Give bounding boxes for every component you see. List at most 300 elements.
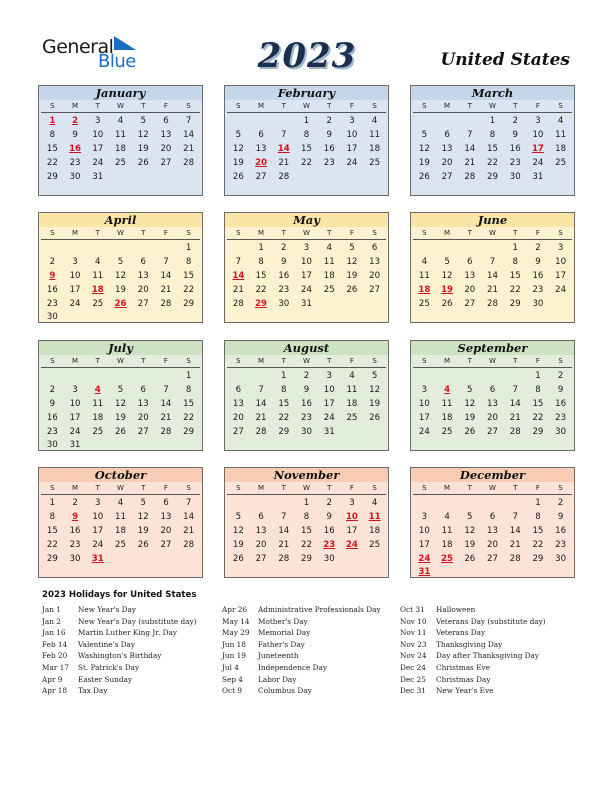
day-cell: 24: [532, 157, 544, 168]
day-cell: 26: [232, 553, 244, 564]
day-cell: 4: [557, 116, 564, 126]
day-cell: 30: [555, 553, 567, 564]
day-cell: 7: [467, 129, 473, 140]
day-cell: 12: [137, 129, 149, 140]
day-cell: 27: [369, 284, 381, 295]
day-cell: 14: [509, 398, 521, 409]
holiday-item: [42, 650, 197, 662]
holiday-item-date: Nov 10: [400, 616, 427, 626]
holiday-item: [400, 650, 546, 662]
day-cell: 15: [532, 525, 544, 536]
holiday-item-name: Christmas Day: [436, 674, 491, 684]
month-title: June: [411, 213, 574, 227]
day-cell: 8: [303, 129, 310, 140]
day-cell: 17: [418, 412, 430, 423]
day-cell: 21: [278, 539, 290, 550]
weekday-label: M: [72, 484, 79, 492]
day-cell: 24: [69, 426, 81, 437]
holiday-item: [222, 662, 381, 674]
holiday-date: 23: [323, 539, 336, 550]
day-cell: 30: [69, 171, 81, 182]
weekday-label: S: [372, 484, 377, 492]
empty-cell: [481, 370, 504, 384]
weekday-label: W: [117, 229, 124, 237]
day-cell: 6: [467, 256, 473, 267]
day-cell: 7: [281, 129, 287, 140]
empty-cell: [64, 370, 87, 384]
weekday-label: W: [117, 484, 124, 492]
day-cell: 30: [555, 426, 567, 437]
day-cell: 24: [323, 412, 335, 423]
day-cell: 17: [346, 525, 358, 536]
holiday-item-name: Halloween: [436, 605, 476, 614]
day-cell: 13: [369, 256, 381, 267]
empty-cell: [504, 370, 527, 384]
day-cell: 13: [232, 398, 244, 409]
day-cell: 4: [349, 371, 355, 381]
day-cell: 12: [137, 511, 149, 522]
day-cell: 28: [232, 298, 244, 309]
day-cell: 11: [441, 398, 453, 409]
day-cell: 5: [117, 256, 124, 267]
day-cell: 11: [323, 256, 335, 267]
weekday-label: T: [141, 484, 146, 492]
holiday-date: 1: [49, 116, 56, 126]
weekday-header: [41, 355, 200, 368]
holiday-item: [222, 627, 381, 639]
day-cell: 8: [258, 256, 264, 267]
weekday-header: [41, 482, 200, 495]
day-cell: 21: [509, 412, 521, 423]
day-cell: 27: [160, 539, 172, 550]
day-cell: 18: [346, 398, 358, 409]
empty-cell: [250, 370, 273, 384]
day-cell: 7: [163, 384, 169, 395]
day-cell: 13: [137, 270, 149, 281]
weekday-label: T: [513, 357, 518, 365]
month-title: April: [39, 213, 202, 227]
day-cell: 5: [140, 498, 146, 508]
day-cell: 6: [140, 256, 146, 267]
holiday-item-name: Easter Sunday: [78, 674, 133, 684]
day-cell: 6: [140, 384, 146, 395]
day-cell: 27: [441, 171, 453, 182]
empty-cell: [109, 370, 132, 384]
day-cell: 17: [69, 284, 81, 295]
month-title: December: [411, 468, 574, 482]
weekday-label: S: [558, 484, 563, 492]
day-cell: 12: [346, 256, 358, 267]
holiday-item: [400, 639, 546, 651]
holiday-item: [42, 674, 197, 686]
day-cell: 25: [369, 539, 381, 550]
day-cell: 4: [117, 116, 124, 126]
holiday-date: 14: [232, 270, 245, 281]
day-cell: 3: [72, 384, 78, 395]
weekday-header: [227, 482, 386, 495]
weekday-label: F: [163, 102, 168, 110]
day-cell: 7: [258, 384, 264, 395]
day-cell: 4: [117, 498, 124, 508]
month-january: [38, 85, 203, 196]
holiday-item-name: Administrative Professionals Day: [258, 605, 381, 614]
day-cell: 27: [255, 171, 267, 182]
day-cell: 10: [418, 525, 430, 536]
logo-word-blue: Blue: [98, 51, 136, 72]
day-cell: 18: [555, 143, 567, 154]
weekday-header: [413, 100, 572, 113]
holiday-date: 9: [72, 511, 79, 522]
day-cell: 2: [512, 116, 518, 126]
day-cell: 18: [369, 525, 381, 536]
weekday-label: S: [372, 102, 377, 110]
day-cell: 28: [487, 298, 498, 309]
day-cell: 11: [555, 129, 567, 140]
weekday-label: W: [117, 357, 124, 365]
weekday-label: W: [489, 229, 496, 237]
day-cell: 13: [137, 398, 149, 409]
holiday-item: [42, 662, 197, 674]
day-cell: 20: [255, 539, 267, 550]
day-cell: 18: [92, 412, 104, 423]
day-cell: 22: [532, 412, 544, 423]
day-cell: 6: [444, 129, 450, 140]
empty-cell: [481, 497, 504, 511]
day-cell: 30: [69, 553, 81, 564]
days-grid: [41, 242, 200, 325]
day-cell: 16: [555, 398, 567, 409]
calendar-year-title: 2023: [257, 36, 357, 76]
day-cell: 23: [301, 412, 312, 423]
day-cell: 28: [183, 157, 195, 168]
weekday-label: S: [422, 484, 427, 492]
day-cell: 21: [160, 412, 172, 423]
month-title: March: [411, 86, 574, 100]
holiday-date: 18: [91, 284, 104, 295]
empty-cell: [227, 115, 250, 129]
holiday-item-date: Nov 11: [400, 628, 427, 638]
weekday-label: W: [303, 102, 310, 110]
empty-cell: [86, 370, 109, 384]
day-cell: 28: [509, 553, 521, 564]
day-cell: 22: [255, 284, 267, 295]
day-cell: 27: [232, 426, 244, 437]
day-cell: 6: [371, 243, 378, 253]
day-cell: 18: [115, 525, 126, 536]
holiday-item-name: Labor Day: [258, 674, 297, 684]
holiday-item: [42, 639, 197, 651]
day-cell: 26: [441, 298, 453, 309]
holiday-item-date: Nov 23: [400, 639, 427, 649]
empty-cell: [458, 370, 481, 384]
empty-cell: [504, 497, 527, 511]
weekday-label: T: [467, 229, 472, 237]
day-cell: 21: [278, 157, 290, 168]
weekday-label: S: [50, 102, 55, 110]
day-cell: 11: [115, 511, 126, 522]
day-cell: 27: [255, 553, 267, 564]
holiday-date: 29: [255, 298, 268, 309]
day-cell: 2: [557, 371, 564, 381]
day-cell: 25: [441, 426, 453, 437]
empty-cell: [413, 115, 436, 129]
empty-cell: [436, 370, 459, 384]
holiday-date: 10: [345, 511, 358, 522]
day-cell: 11: [92, 270, 104, 281]
holiday-item-name: Veterans Day (substitute day): [436, 616, 546, 626]
holiday-date: 9: [49, 270, 56, 281]
day-cell: 20: [160, 143, 172, 154]
day-cell: 9: [326, 511, 332, 522]
day-cell: 21: [255, 412, 267, 423]
day-cell: 24: [301, 284, 312, 295]
month-title: May: [225, 213, 388, 227]
day-cell: 26: [418, 171, 430, 182]
day-cell: 13: [441, 143, 453, 154]
weekday-label: T: [141, 357, 146, 365]
day-cell: 21: [509, 539, 521, 550]
day-cell: 4: [421, 256, 428, 267]
weekday-label: M: [258, 357, 265, 365]
days-grid: [41, 370, 200, 453]
day-cell: 19: [418, 157, 430, 168]
weekday-label: F: [349, 229, 354, 237]
holiday-item-date: Jan 16: [42, 628, 66, 638]
day-cell: 3: [421, 511, 428, 522]
day-cell: 5: [371, 371, 378, 381]
day-cell: 29: [532, 553, 544, 564]
weekday-label: T: [327, 357, 332, 365]
day-cell: 5: [140, 116, 146, 126]
day-cell: 23: [46, 298, 58, 309]
day-cell: 11: [369, 129, 381, 140]
weekday-label: T: [467, 484, 472, 492]
empty-cell: [109, 242, 132, 256]
day-cell: 2: [281, 243, 287, 253]
day-cell: 8: [535, 511, 541, 522]
holiday-item: [400, 662, 546, 674]
day-cell: 9: [72, 129, 78, 140]
day-cell: 9: [326, 129, 332, 140]
holiday-item-date: May 29: [222, 628, 250, 638]
day-cell: 20: [232, 412, 244, 423]
weekday-label: T: [327, 229, 332, 237]
holiday-item: [42, 616, 197, 628]
day-cell: 16: [46, 284, 58, 295]
day-cell: 9: [512, 129, 518, 140]
day-cell: 8: [49, 129, 56, 140]
holiday-item: [400, 674, 546, 686]
day-cell: 20: [369, 270, 381, 281]
day-cell: 17: [418, 539, 430, 550]
day-cell: 10: [69, 270, 81, 281]
day-cell: 22: [301, 157, 312, 168]
month-july: [38, 340, 203, 451]
day-cell: 25: [418, 298, 430, 309]
day-cell: 22: [278, 412, 290, 423]
day-cell: 30: [323, 553, 335, 564]
days-grid: [413, 370, 572, 439]
holiday-date: 4: [94, 384, 101, 395]
day-cell: 6: [258, 511, 264, 522]
day-cell: 30: [278, 298, 290, 309]
holiday-item-name: Thanksgiving Day: [436, 639, 503, 649]
day-cell: 15: [509, 270, 521, 281]
weekday-label: W: [489, 484, 496, 492]
day-cell: 27: [487, 553, 498, 564]
day-cell: 29: [46, 553, 58, 564]
holiday-date: 25: [441, 553, 454, 564]
month-title: January: [39, 86, 202, 100]
holiday-item-date: Apr 18: [42, 686, 68, 696]
empty-cell: [458, 497, 481, 511]
holiday-item-date: Jan 1: [42, 605, 61, 614]
day-cell: 14: [464, 143, 476, 154]
day-cell: 29: [301, 553, 312, 564]
day-cell: 9: [557, 511, 564, 522]
empty-cell: [155, 242, 178, 256]
day-cell: 23: [555, 412, 567, 423]
holiday-date: 31: [91, 553, 104, 564]
day-cell: 31: [532, 171, 544, 182]
day-cell: 26: [115, 426, 126, 437]
holiday-item-name: Christmas Eve: [436, 662, 490, 672]
day-cell: 16: [69, 525, 81, 536]
day-cell: 23: [46, 426, 58, 437]
weekday-label: T: [467, 357, 472, 365]
day-cell: 23: [555, 539, 567, 550]
day-cell: 1: [185, 243, 192, 253]
days-grid: [41, 497, 200, 566]
day-cell: 2: [535, 243, 541, 253]
day-cell: 13: [160, 129, 172, 140]
day-cell: 19: [137, 143, 149, 154]
day-cell: 8: [489, 129, 496, 140]
weekday-header: [41, 227, 200, 240]
holiday-item: [222, 685, 381, 697]
day-cell: 15: [278, 398, 290, 409]
day-cell: 21: [183, 143, 195, 154]
empty-cell: [458, 242, 481, 256]
day-cell: 17: [346, 143, 358, 154]
day-cell: 2: [557, 498, 564, 508]
holiday-date: 14: [277, 143, 290, 154]
day-cell: 28: [160, 298, 172, 309]
day-cell: 13: [487, 398, 498, 409]
holiday-item-date: Jan 2: [42, 616, 61, 626]
weekday-label: S: [236, 357, 241, 365]
day-cell: 19: [115, 412, 126, 423]
holiday-item-date: Dec 24: [400, 662, 426, 672]
day-cell: 6: [489, 511, 496, 522]
day-cell: 10: [555, 256, 567, 267]
day-cell: 11: [418, 270, 430, 281]
day-cell: 10: [346, 129, 358, 140]
holiday-item: [222, 650, 381, 662]
weekday-label: S: [186, 484, 191, 492]
month-august: [224, 340, 389, 451]
day-cell: 6: [163, 116, 169, 126]
day-cell: 12: [115, 270, 126, 281]
holiday-item-name: St. Patrick's Day: [78, 662, 140, 672]
day-cell: 2: [303, 371, 310, 381]
weekday-label: S: [50, 357, 55, 365]
day-cell: 30: [46, 312, 58, 323]
weekday-label: W: [303, 229, 310, 237]
weekday-label: S: [558, 229, 563, 237]
day-cell: 31: [92, 171, 104, 182]
day-cell: 13: [160, 511, 172, 522]
day-cell: 27: [137, 426, 149, 437]
day-cell: 5: [235, 511, 242, 522]
day-cell: 14: [160, 398, 172, 409]
day-cell: 12: [369, 384, 381, 395]
empty-cell: [272, 115, 295, 129]
weekday-label: T: [281, 229, 286, 237]
holiday-item: [42, 604, 197, 616]
holiday-item: [400, 616, 546, 628]
holiday-date: 26: [114, 298, 127, 309]
day-cell: 15: [46, 143, 58, 154]
day-cell: 4: [371, 498, 378, 508]
empty-cell: [41, 242, 64, 256]
day-cell: 20: [487, 539, 498, 550]
weekday-label: S: [186, 102, 191, 110]
day-cell: 9: [303, 384, 310, 395]
day-cell: 5: [444, 256, 450, 267]
holiday-date: 24: [345, 539, 358, 550]
day-cell: 20: [487, 412, 498, 423]
day-cell: 16: [555, 525, 567, 536]
weekday-label: W: [489, 357, 496, 365]
day-cell: 15: [487, 143, 498, 154]
weekday-label: M: [444, 357, 451, 365]
weekday-header: [227, 355, 386, 368]
day-cell: 5: [117, 384, 124, 395]
holiday-item-date: Apr 26: [222, 605, 248, 614]
weekday-label: T: [513, 229, 518, 237]
weekday-label: S: [236, 484, 241, 492]
holiday-date: 20: [255, 157, 268, 168]
day-cell: 22: [487, 157, 498, 168]
day-cell: 16: [532, 270, 544, 281]
month-title: October: [39, 468, 202, 482]
day-cell: 31: [323, 426, 335, 437]
day-cell: 30: [509, 171, 521, 182]
day-cell: 11: [92, 398, 104, 409]
day-cell: 26: [232, 171, 244, 182]
weekday-label: M: [444, 484, 451, 492]
weekday-label: S: [422, 357, 427, 365]
holidays-heading: 2023 Holidays for United States: [42, 590, 197, 600]
holiday-date: 4: [444, 384, 451, 395]
month-march: [410, 85, 575, 196]
day-cell: 8: [512, 256, 518, 267]
day-cell: 22: [301, 539, 312, 550]
weekday-header: [41, 100, 200, 113]
day-cell: 27: [137, 298, 149, 309]
month-october: [38, 467, 203, 578]
holiday-item-date: Mar 17: [42, 662, 69, 672]
weekday-label: F: [163, 229, 168, 237]
holiday-item-date: May 14: [222, 616, 250, 626]
month-february: [224, 85, 389, 196]
day-cell: 6: [489, 384, 496, 395]
weekday-label: F: [349, 357, 354, 365]
holiday-item-date: Nov 24: [400, 651, 427, 661]
day-cell: 25: [92, 298, 104, 309]
day-cell: 7: [235, 256, 242, 267]
